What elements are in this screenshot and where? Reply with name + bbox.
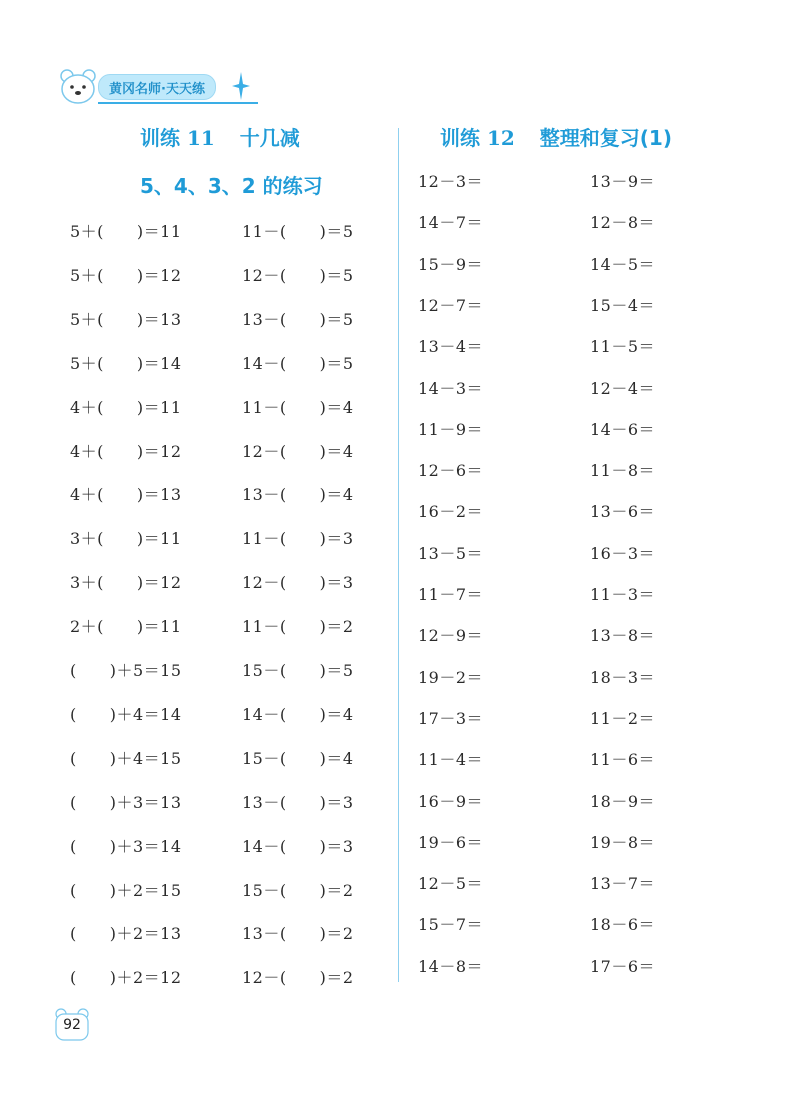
section12-col2-problem: 13－8＝ — [590, 626, 656, 646]
section11-col1-problem: 3＋( )＝11 — [70, 529, 182, 549]
section11-col1-problem: 2＋( )＝11 — [70, 617, 182, 637]
section11-col2-problem: 11－( )＝4 — [242, 397, 354, 417]
section11-col1-problem: ( )＋5＝15 — [70, 661, 182, 680]
section11-col2-problem: 11－( )＝2 — [242, 617, 354, 637]
section12-col1-problem: 12－3＝ — [418, 172, 484, 191]
sparkle-star-icon — [230, 66, 252, 106]
page-number: 92 — [63, 1017, 81, 1033]
section12-col2-problem: 17－6＝ — [590, 956, 656, 976]
section11-col1-problem: 5＋( )＝11 — [70, 222, 182, 241]
section11-col1-problem: ( )＋3＝14 — [70, 836, 182, 856]
section12-title — [440, 122, 672, 151]
section11-col1-problem: 5＋( )＝13 — [70, 309, 182, 329]
section11-col2-problem: 15－( )＝2 — [242, 880, 354, 900]
section12-col2-problem: 13－7＝ — [590, 874, 656, 894]
section11-col2-problem: 15－( )＝4 — [242, 748, 354, 768]
section11-col2-problem: 13－( )＝4 — [242, 485, 354, 505]
section12-col1-problem: 14－7＝ — [418, 213, 484, 233]
section12-col2-problem: 12－4＝ — [590, 378, 656, 398]
section12-title-prefix: 训练 — [440, 126, 480, 150]
section12-col1-problem: 11－4＝ — [418, 750, 484, 770]
column-divider — [398, 128, 399, 982]
section11-title-number: 11 — [186, 126, 215, 150]
section12-col1-problem: 14－8＝ — [418, 956, 484, 976]
bear-icon — [58, 66, 98, 106]
section12-col2-problem: 11－2＝ — [590, 708, 656, 728]
section11-col1-problem: 4＋( )＝13 — [70, 485, 182, 505]
section12-col1-problem: 17－3＝ — [418, 708, 484, 728]
section11-col2-problem: 12－( )＝3 — [242, 573, 354, 593]
section11-col1-problem: 5＋( )＝12 — [70, 265, 182, 285]
header-logo — [58, 66, 268, 112]
section12-col1-problem: 13－4＝ — [418, 337, 484, 357]
section11-col1-problem: 3＋( )＝12 — [70, 573, 182, 593]
section11-col1-problem: 4＋( )＝12 — [70, 441, 182, 461]
section12-col2-problem: 13－9＝ — [590, 172, 656, 191]
section11-col2-problem: 12－( )＝2 — [242, 968, 354, 988]
section11-col2-problem: 14－( )＝4 — [242, 704, 354, 724]
section11-title — [140, 122, 300, 151]
section11-col1-problem: 4＋( )＝11 — [70, 397, 182, 417]
section12-col2-problem: 12－8＝ — [590, 213, 656, 233]
section11-col2-problem: 12－( )＝4 — [242, 441, 354, 461]
section12-col1-problem: 12－5＝ — [418, 874, 484, 894]
section12-col2-problem: 11－8＝ — [590, 461, 656, 481]
section12-col2-problem: 11－6＝ — [590, 750, 656, 770]
section11-col2-problem: 13－( )＝3 — [242, 792, 354, 812]
section11-col2-problem: 14－( )＝3 — [242, 836, 354, 856]
section12-col1-problem: 14－3＝ — [418, 378, 484, 398]
section11-col1-problem: ( )＋4＝14 — [70, 704, 182, 724]
section12-col1-problem: 12－7＝ — [418, 295, 484, 315]
section11-col2-problem: 14－( )＝5 — [242, 353, 354, 373]
section11-col1-problem: ( )＋4＝15 — [70, 748, 182, 768]
section12-title-number: 12 — [486, 126, 515, 150]
section12-col1-problem: 19－2＝ — [418, 667, 484, 687]
section12-col2-problem: 14－6＝ — [590, 419, 656, 439]
section12-col2-problem: 16－3＝ — [590, 543, 656, 563]
section11-col2-problem: 13－( )＝2 — [242, 924, 354, 944]
section11-title-topic: 十几减 — [239, 126, 300, 150]
section12-col1-problem: 11－7＝ — [418, 585, 484, 604]
section12-col2-problem: 13－6＝ — [590, 502, 656, 522]
brand-title: 黄冈名师·天天练 — [98, 74, 216, 100]
section11-title-prefix: 训练 — [140, 126, 180, 150]
section12-title-topic: 整理和复习(1) — [539, 126, 672, 150]
section11-col2-problem: 11－( )＝5 — [242, 222, 354, 241]
section12-col1-problem: 15－7＝ — [418, 915, 484, 935]
section12-col1-problem: 16－9＝ — [418, 791, 484, 811]
section11-col1-problem: ( )＋2＝12 — [70, 968, 182, 988]
page-number-badge — [54, 1008, 90, 1042]
section12-col2-problem: 18－9＝ — [590, 791, 656, 811]
section12-col1-problem: 13－5＝ — [418, 543, 484, 563]
section11-col1-problem: 5＋( )＝14 — [70, 353, 182, 373]
section11-col2-problem: 12－( )＝5 — [242, 265, 354, 285]
section11-col1-problem: ( )＋2＝15 — [70, 880, 182, 900]
section12-col1-problem: 12－6＝ — [418, 461, 484, 481]
section12-col1-problem: 15－9＝ — [418, 254, 484, 274]
section12-col2-problem: 18－3＝ — [590, 667, 656, 687]
section12-col2-problem: 18－6＝ — [590, 915, 656, 935]
section12-col1-problem: 12－9＝ — [418, 626, 484, 646]
section11-subtitle: 5、4、3、2 的练习 — [140, 174, 323, 198]
section11-col1-problem: ( )＋2＝13 — [70, 924, 182, 944]
section12-col2-problem: 11－3＝ — [590, 585, 656, 604]
section11-col2-problem: 11－( )＝3 — [242, 529, 354, 549]
section12-col2-problem: 11－5＝ — [590, 337, 656, 357]
section12-col1-problem: 19－6＝ — [418, 832, 484, 852]
section11-col1-problem: ( )＋3＝13 — [70, 792, 182, 812]
section12-col2-problem: 15－4＝ — [590, 295, 656, 315]
section12-col2-problem: 19－8＝ — [590, 832, 656, 852]
section11-col2-problem: 13－( )＝5 — [242, 309, 354, 329]
section11-col2-problem: 15－( )＝5 — [242, 661, 354, 680]
section12-col1-problem: 11－9＝ — [418, 419, 484, 439]
section12-col2-problem: 14－5＝ — [590, 254, 656, 274]
section12-col1-problem: 16－2＝ — [418, 502, 484, 522]
